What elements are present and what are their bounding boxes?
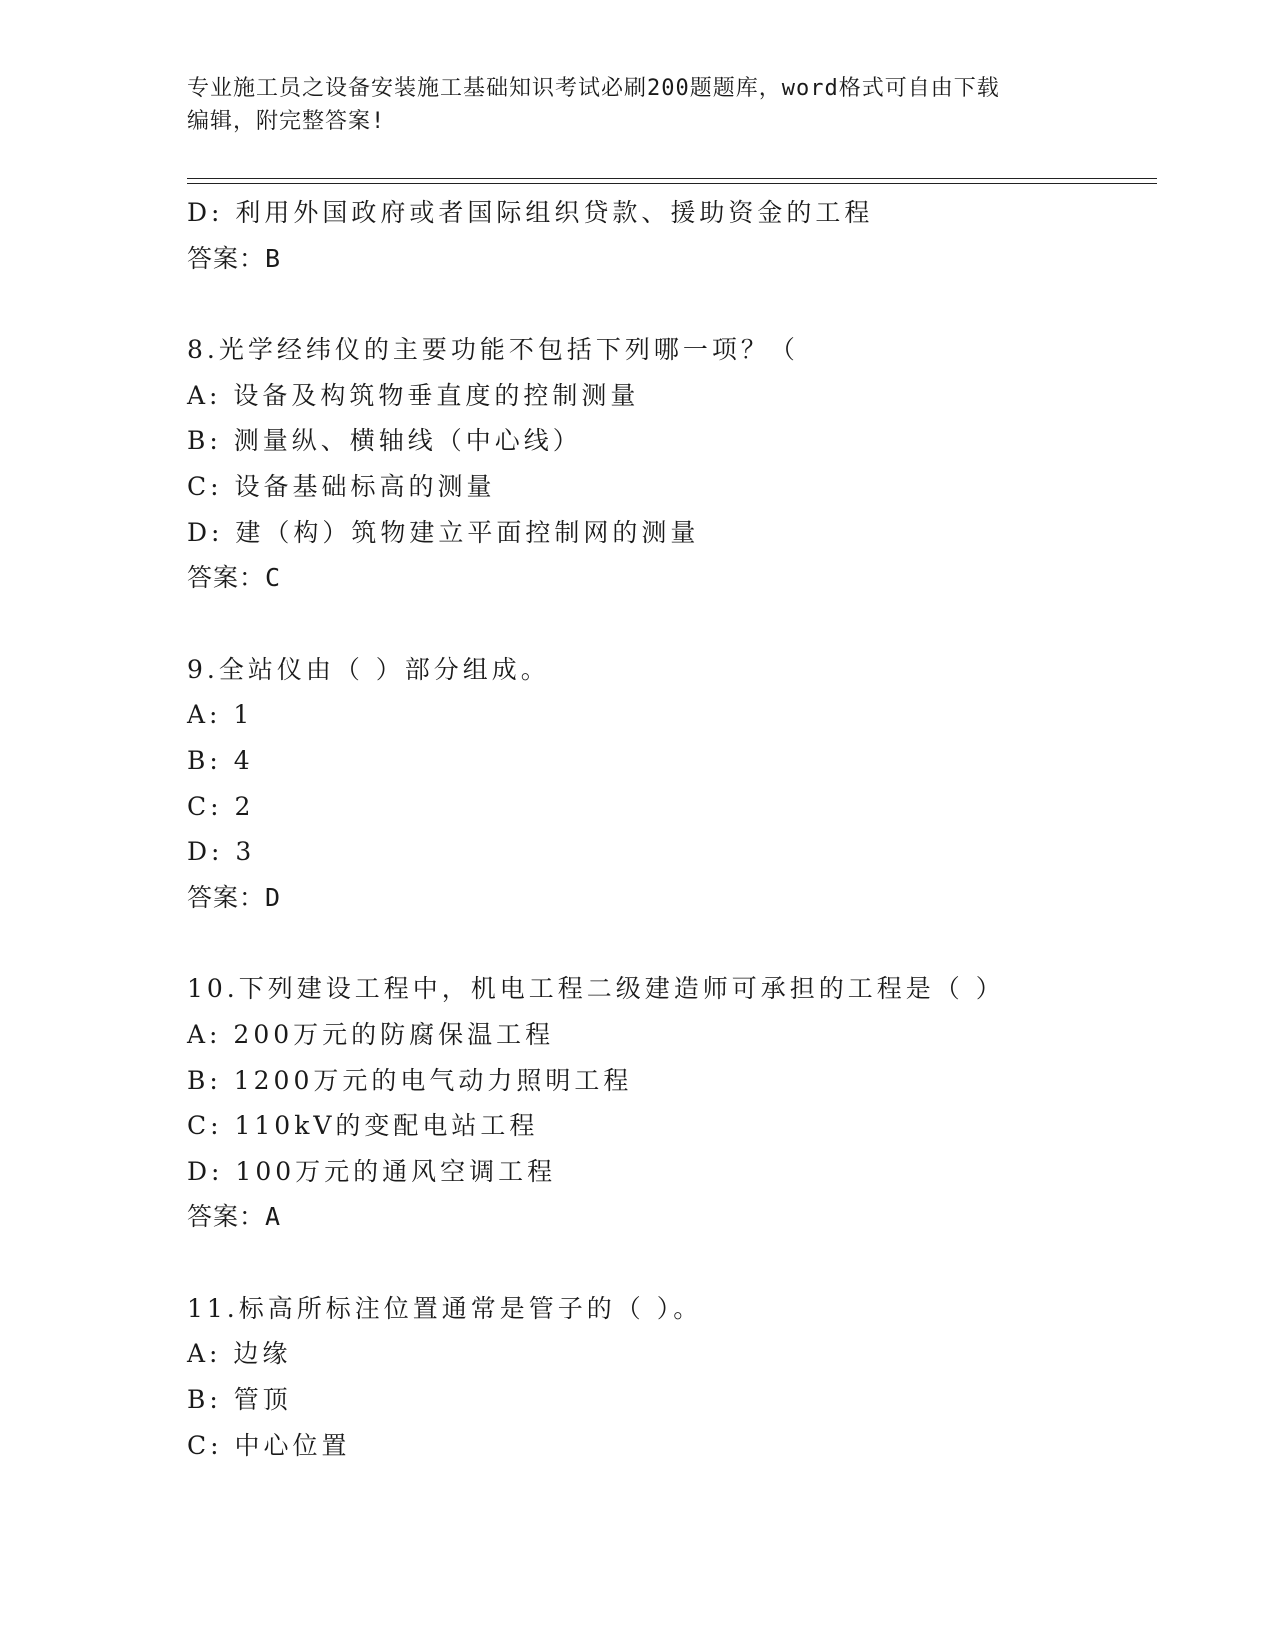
option-c: C: 110kV的变配电站工程 — [187, 1111, 539, 1141]
question-block-11 — [187, 1286, 1157, 1468]
question-text: 8.光学经纬仪的主要功能不包括下列哪一项？（ — [187, 335, 799, 365]
header-rule-top — [187, 178, 1157, 179]
question-text: 11.标高所标注位置通常是管子的（ ）。 — [187, 1293, 703, 1323]
option-b: B: 4 — [187, 745, 254, 775]
question-block-9 — [187, 647, 1157, 921]
option-c: C: 中心位置 — [187, 1430, 351, 1460]
answer-label: 答案： — [187, 243, 266, 273]
option-b: B: 1200万元的电气动力照明工程 — [187, 1065, 633, 1095]
document-header — [187, 72, 1077, 138]
option-c: C: 2 — [187, 791, 255, 821]
answer-value: A — [265, 1202, 282, 1232]
option-b: B: 管顶 — [187, 1385, 292, 1415]
question-block-10 — [187, 966, 1157, 1240]
question-text: 10.下列建设工程中，机电工程二级建造师可承担的工程是（ ） — [187, 974, 1005, 1004]
answer-label: 答案： — [187, 563, 266, 593]
option-a: A: 1 — [187, 700, 254, 730]
option-a: A: 设备及构筑物垂直度的控制测量 — [187, 380, 640, 410]
spacer — [187, 920, 1157, 966]
question-list — [187, 190, 1157, 1468]
header-rule-bottom — [187, 183, 1157, 184]
option-d: D: 建（构）筑物建立平面控制网的测量 — [187, 517, 700, 547]
question-block-7 — [187, 190, 1157, 281]
option-a: A: 200万元的防腐保温工程 — [187, 1019, 555, 1049]
option-d: D: 利用外国政府或者国际组织贷款、援助资金的工程 — [187, 198, 874, 227]
option-b: B: 测量纵、横轴线（中心线） — [187, 426, 582, 456]
header-title-line-1: 专业施工员之设备安装施工基础知识考试必刷200题题库，word格式可自由下载 — [187, 76, 1000, 101]
option-a: A: 边缘 — [187, 1339, 292, 1369]
answer-value: B — [265, 243, 282, 273]
spacer — [187, 281, 1157, 327]
option-d: D: 3 — [187, 837, 256, 867]
answer-label: 答案： — [187, 882, 266, 912]
answer-label: 答案： — [187, 1202, 266, 1232]
answer-value: C — [265, 563, 282, 593]
spacer — [187, 1240, 1157, 1286]
answer-line — [187, 236, 1157, 282]
spacer — [187, 601, 1157, 647]
answer-line — [187, 875, 1157, 921]
answer-value: D — [265, 882, 282, 912]
option-d: D: 100万元的通风空调工程 — [187, 1156, 557, 1186]
answer-line — [187, 555, 1157, 601]
header-title-line-2: 编辑，附完整答案! — [187, 109, 386, 134]
option-c: C: 设备基础标高的测量 — [187, 471, 496, 501]
question-text: 9.全站仪由（ ）部分组成。 — [187, 654, 550, 684]
question-block-8 — [187, 327, 1157, 601]
answer-line — [187, 1194, 1157, 1240]
